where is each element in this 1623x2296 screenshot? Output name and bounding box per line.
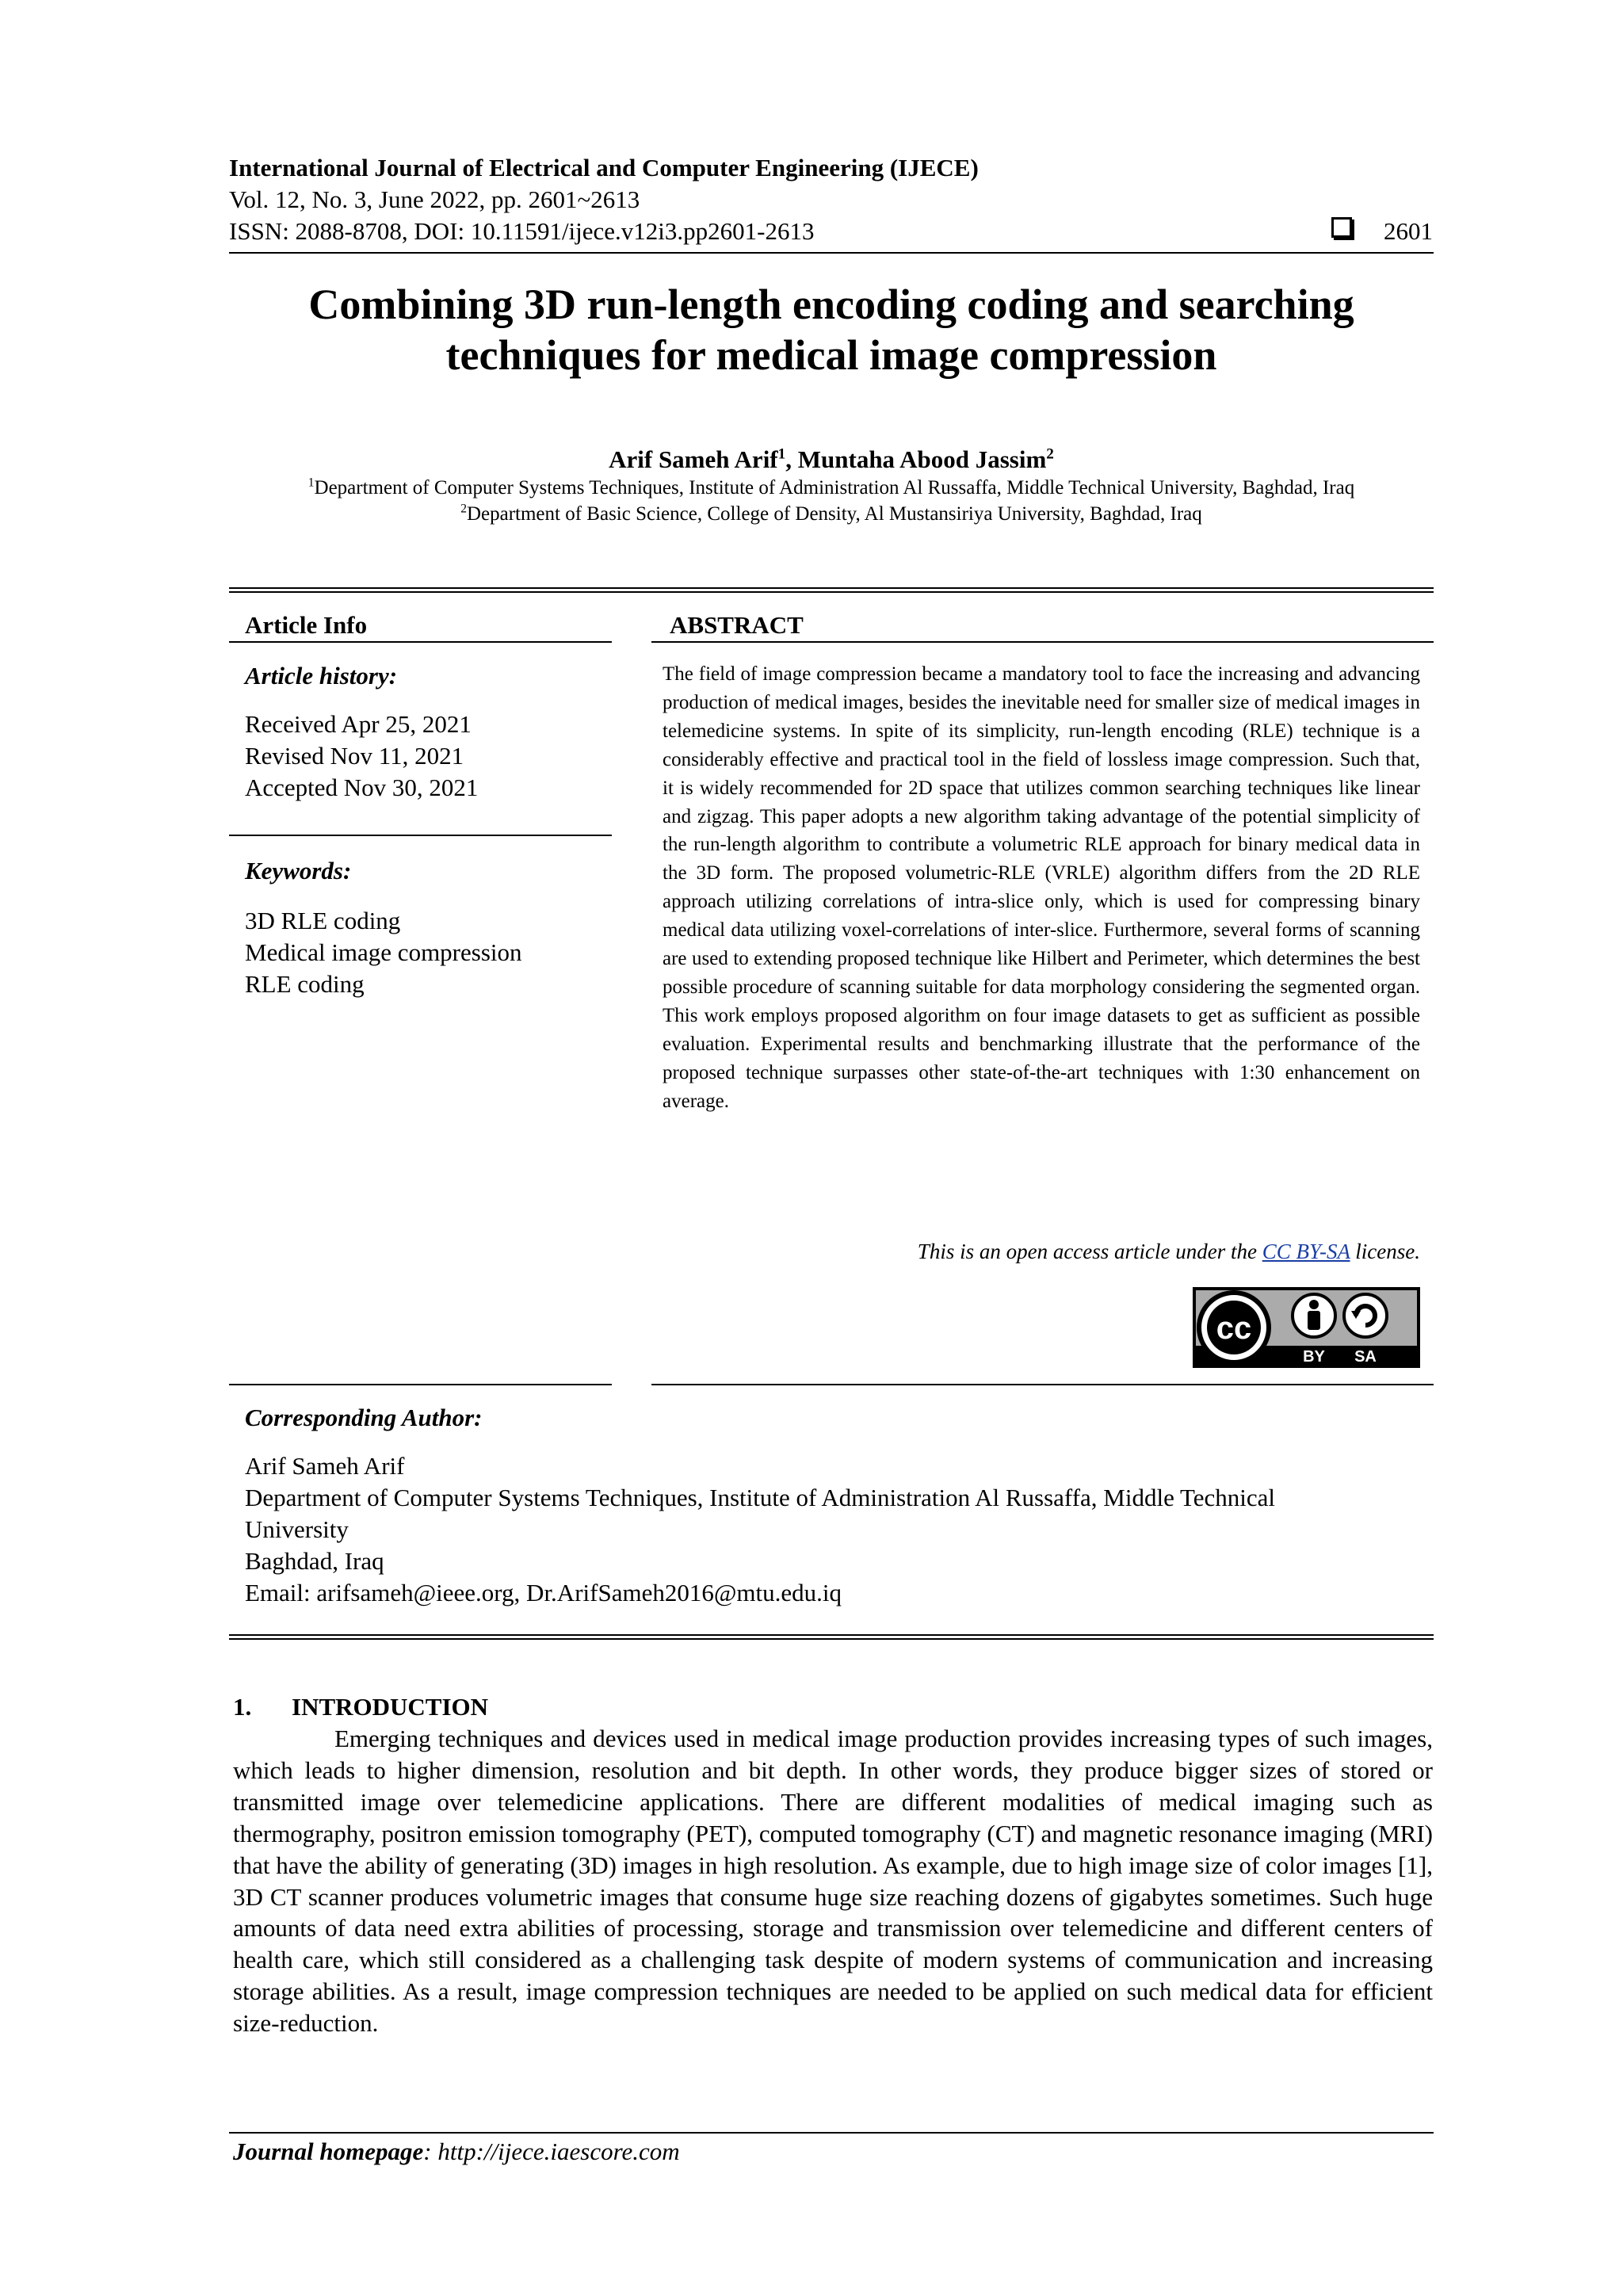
affiliation-sup-2: 2: [460, 502, 467, 516]
corresponding-email: Email: arifsameh@ieee.org, Dr.ArifSameh2016@mtu.edu.iq: [245, 1579, 842, 1606]
history-rule: [229, 835, 612, 836]
badge-sa-label: SA: [1354, 1348, 1377, 1366]
info-top-rule: [229, 587, 1434, 589]
journal-volume: Vol. 12, No. 3, June 2022, pp. 2601~2613: [229, 185, 640, 213]
intro-text: Emerging techniques and devices used in medical image production provides increasing types of such images, which leads to higher dimension, resolution and bit depth. In other words, they produce bigger sizes of stored or transmitted image over telemedicine applications. There are different modalities of medical imaging such as thermography, positron emission tomography (PET), computed tomography (CT) and magnetic resonance imaging (MRI) that have the ability of generating (3D) images in high resolution. As example, due to high image size of color images [1], 3D CT scanner produces volumetric images that consume huge size reaching dozens of gigabytes sometimes. Such huge amounts of data need extra abilities of processing, storage and transmission over telemedicine and different centers of health care, which still considered as a challenging task despite of modern systems of communication and increasing storage abilities. As a result, image compression techniques are needed to be applied on such medical data for efficient size-reduction.: [233, 1725, 1433, 2038]
author-separator: ,: [785, 445, 798, 473]
keywords-heading: Keywords:: [245, 857, 352, 884]
checkbox-square-icon: [1331, 217, 1352, 238]
license-link[interactable]: CC BY-SA: [1262, 1240, 1350, 1263]
corresponding-bottom-rule: [229, 1634, 1434, 1636]
intro-number: 1.: [233, 1693, 252, 1721]
corresponding-city: Baghdad, Iraq: [245, 1547, 384, 1575]
paper-title: [229, 279, 1434, 380]
keyword-1: 3D RLE coding: [245, 907, 401, 934]
page-number: 2601: [1384, 217, 1433, 245]
abstract-rule: [651, 641, 1434, 643]
intro-heading: [233, 1692, 488, 1722]
homepage-label: Journal homepage: [233, 2137, 424, 2165]
corresponding-heading: Corresponding Author:: [245, 1404, 483, 1431]
abstract-text: The field of image compression became a mandatory tool to face the increasing and advancing production of medical images, besides the inevitable need for smaller size of medical images in telemedicine systems. In spite of its simplicity, run-length encoding (RLE) technique is a considerably effective and practical tool in the field of lossless image compression. Such that, it is widely recommended for 2D space that utilizes common searching techniques like linear and zigzag. This paper adopts a new algorithm taking advantage of the potential simplicity of the run-length algorithm to contribute a volumetric RLE approach for binary medical data in the 3D form. The proposed volumetric-RLE (VRLE) algorithm differs from the 2D RLE approach utilizing correlations of intra-slice only, which is used for compressing binary medical data utilizing voxel-correlations of inter-slice. Furthermore, several forms of scanning are used to extending proposed technique like Hilbert and Perimeter, which determines the best possible procedure of scanning suitable for data morphology considering the segmented organ. This work employs proposed algorithm on four image datasets to get as sufficient as possible evaluation. Experimental results and benchmarking illustrate that the performance of the proposed technique surpasses other state-of-the-art techniques with 1:30 enhancement on average.: [663, 663, 1420, 1112]
history-revised: Revised Nov 11, 2021: [245, 742, 464, 770]
info-top-rule-2: [229, 591, 1434, 593]
homepage-url[interactable]: http://ijece.iaescore.com: [437, 2137, 680, 2165]
author-sup-1: 1: [777, 445, 786, 463]
affiliation-2: [229, 502, 1434, 527]
affiliation-text-1: Department of Computer Systems Techniques, Institute of Administration Al Russaffa, Middle Technical University, Baghdad, Iraq: [314, 477, 1355, 499]
author-name-2: Muntaha Abood Jassim: [797, 445, 1047, 473]
journal-name: International Journal of Electrical and Computer Engineering (IJECE): [229, 154, 979, 181]
cc-by-sa-badge-icon[interactable]: [1193, 1287, 1420, 1368]
article-info-bottom-rule: [229, 1384, 612, 1385]
history-received: Received Apr 25, 2021: [245, 710, 472, 738]
journal-homepage: [233, 2137, 680, 2167]
title-line-1: Combining 3D run-length encoding coding and searching: [308, 281, 1354, 328]
article-info-rule: [229, 641, 612, 643]
keyword-2: Medical image compression: [245, 938, 522, 966]
keyword-3: RLE coding: [245, 970, 365, 998]
author-line: [229, 445, 1434, 475]
author-name-1: Arif Sameh Arif: [609, 445, 778, 473]
intro-title: INTRODUCTION: [292, 1693, 489, 1721]
corresponding-name: Arif Sameh Arif: [245, 1452, 405, 1480]
author-sup-2: 2: [1046, 445, 1054, 463]
abstract-heading: ABSTRACT: [670, 611, 804, 639]
page-number-block: [1322, 216, 1433, 246]
share-alike-icon: [1344, 1294, 1387, 1337]
history-accepted: Accepted Nov 30, 2021: [245, 774, 479, 801]
affiliation-sup-1: 1: [307, 476, 315, 490]
header-rule: [229, 252, 1434, 254]
license-prefix: This is an open access article under the: [917, 1240, 1262, 1263]
corresponding-department: Department of Computer Systems Techniques, Institute of Administration Al Russaffa, Middle Technical: [245, 1484, 1276, 1511]
cc-label: cc: [1216, 1311, 1252, 1346]
title-line-2: techniques for medical image compression: [445, 331, 1217, 379]
affiliation-1: [229, 476, 1434, 501]
corresponding-bottom-rule-2: [229, 1638, 1434, 1640]
affiliation-text-2: Department of Basic Science, College of Density, Al Mustansiriya University, Baghdad, Iraq: [466, 503, 1202, 525]
article-info-heading: Article Info: [245, 611, 368, 639]
license-suffix: license.: [1350, 1240, 1420, 1263]
footer-rule: [229, 2132, 1434, 2134]
license-statement: [663, 1238, 1420, 1265]
badge-by-label: BY: [1303, 1348, 1325, 1366]
journal-issn-doi: ISSN: 2088-8708, DOI: 10.11591/ijece.v12i3.pp2601-2613: [229, 217, 815, 245]
corresponding-department-cont: University: [245, 1515, 349, 1543]
abstract-bottom-rule: [651, 1384, 1434, 1385]
article-history-heading: Article history:: [245, 662, 398, 690]
homepage-separator: :: [423, 2137, 438, 2165]
